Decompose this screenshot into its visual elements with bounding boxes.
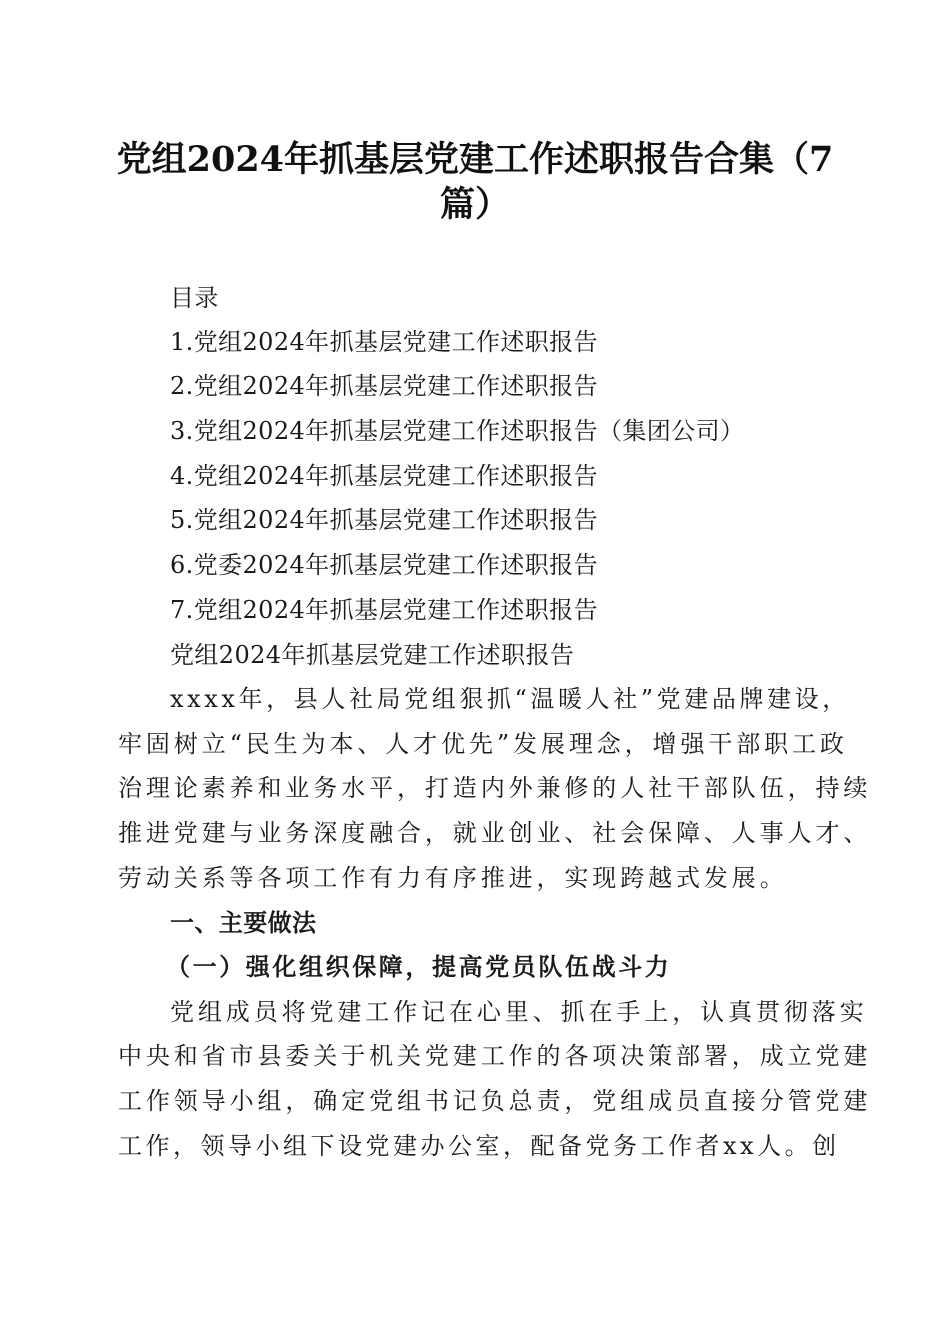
body-paragraph-line: 工作领导小组，确定党组书记负总责，党组成员直接分管党建 [118,1087,872,1115]
section-heading: 一、主要做法 [170,908,317,937]
toc-item: 6.党委2024年抓基层党建工作述职报告 [170,551,598,579]
intro-paragraph-line: xxxx年，县人社局党组狠抓“温暖人社”党建品牌建设， [170,685,850,713]
toc-item: 3.党组2024年抓基层党建工作述职报告（集团公司） [170,417,745,445]
intro-paragraph-line: 推进党建与业务深度融合，就业创业、社会保障、人事人才、 [118,819,872,847]
toc-item: 2.党组2024年抓基层党建工作述职报告 [170,372,598,400]
intro-paragraph-line: 牢固树立“民生为本、人才优先”发展理念，增强干部职工政 [118,730,848,758]
intro-paragraph-line: 治理论素养和业务水平，打造内外兼修的人社干部队伍，持续 [118,774,872,802]
toc-item: 4.党组2024年抓基层党建工作述职报告 [170,462,598,490]
toc-item: 1.党组2024年抓基层党建工作述职报告 [170,328,598,356]
toc-item: 7.党组2024年抓基层党建工作述职报告 [170,596,598,624]
intro-paragraph-line: 劳动关系等各项工作有力有序推进，实现跨越式发展。 [118,864,788,892]
document-title-line-1: 党组2024年抓基层党建工作述职报告合集（7 [116,139,834,180]
article-title: 党组2024年抓基层党建工作述职报告 [170,641,575,669]
subsection-heading: （一）强化组织保障，提高党员队伍战斗力 [166,952,672,981]
toc-item: 5.党组2024年抓基层党建工作述职报告 [170,506,598,534]
body-paragraph-line: 工作，领导小组下设党建办公室，配备党务工作者xx人。创 [118,1132,840,1160]
document-title-line-2: 篇） [439,184,510,225]
body-paragraph-line: 党组成员将党建工作记在心里、抓在手上，认真贯彻落实 [170,998,868,1026]
toc-heading: 目录 [170,284,219,312]
body-paragraph-line: 中央和省市县委关于机关党建工作的各项决策部署，成立党建 [118,1042,872,1070]
